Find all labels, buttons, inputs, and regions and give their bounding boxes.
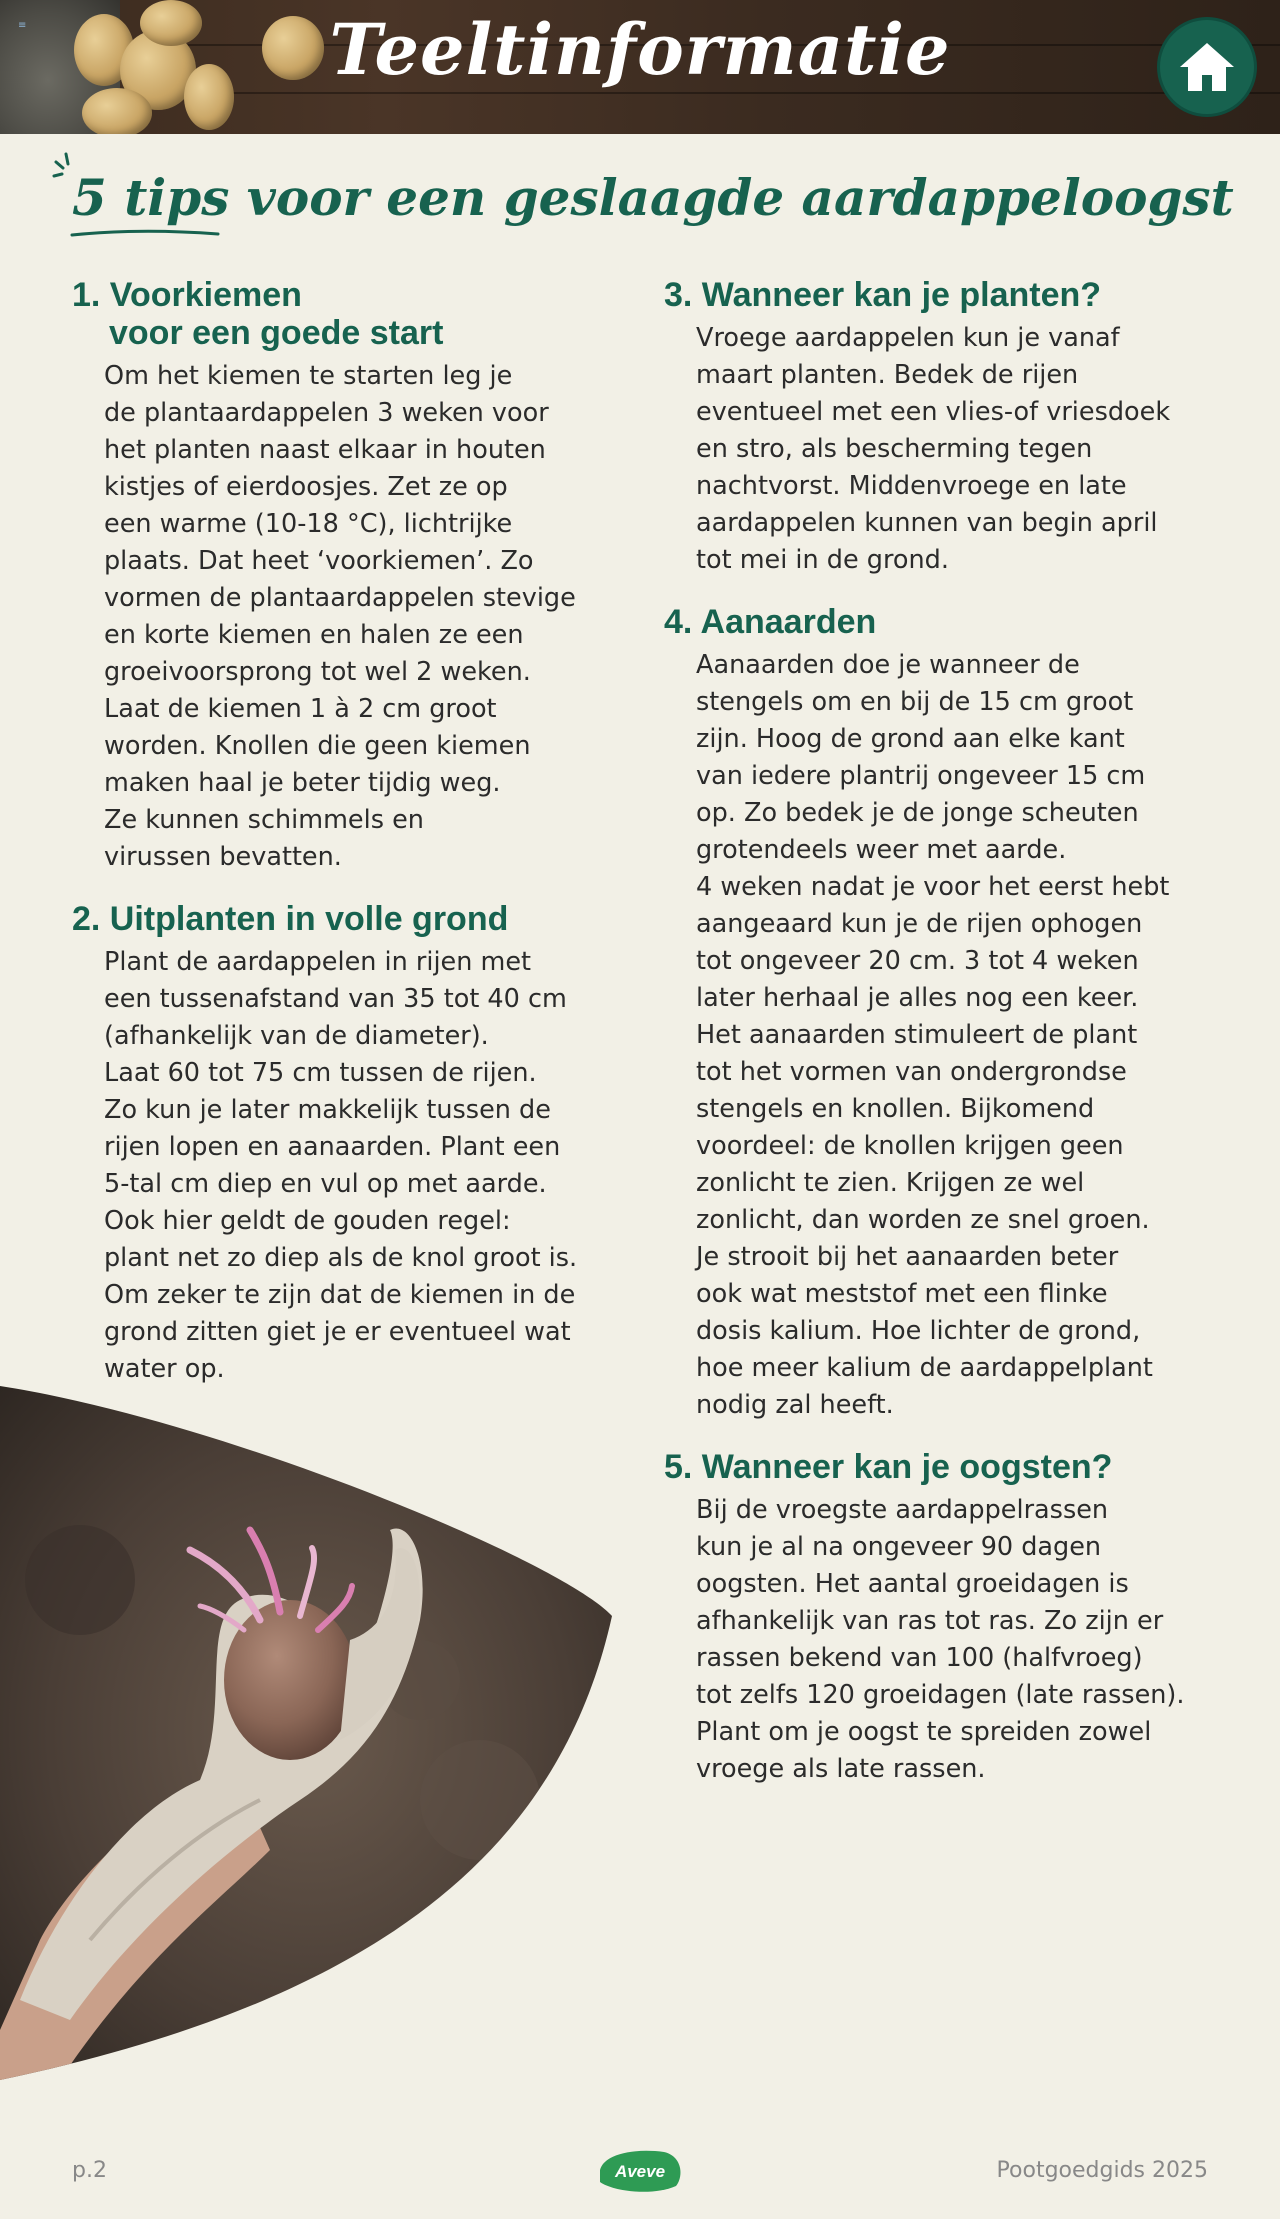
brand-label: Aveve [614,2162,666,2181]
section-body: Vroege aardappelen kun je vanaf maart planten. Bedek de rijen eventueel met een vlies-of vriesdoek en stro, als bescherming tegen nachtvorst. Middenvroege en late aardappelen kunnen van begin april tot mei in de grond. [696,323,1171,575]
section-heading: 4. Aanaarden [664,603,877,641]
tip-section-1 [72,276,632,876]
section-body: Aanaarden doe je wanneer de stengels om en bij de 15 cm groot zijn. Hoog de grond aan elke kant van iedere plantrij ongeveer 15 cm op. Zo bedek je de jonge scheuten grotendeels weer met aarde. 4 weken nadat je voor het eerst hebt aangeaard kun je de rijen ophogen tot ongeveer 20 cm. 3 tot 4 weken later herhaal je alles nog een keer. Het aanaarden stimuleert de plant tot het vormen van ondergrondse stengels en knollen. Bijkomend voordeel: de knollen krijgen geen zonlicht te zien. Krijgen ze wel zonlicht, dan worden ze snel groen. Je strooit bij het aanaarden beter ook wat meststof met een flinke dosis kalium. Hoe lichter de grond, hoe meer kalium de aardappelplant nodig zal heeft. [696,650,1170,1420]
menu-icon[interactable]: ≡ [18,20,27,31]
page-number: p.2 [72,2158,107,2183]
aveve-logo [594,2146,686,2194]
title-underline [70,226,220,240]
section-heading: 2. Uitplanten in volle grond [72,900,509,938]
banner-title: Teeltinformatie [329,8,951,91]
tip-section-2 [72,900,632,1388]
section-body: Om het kiemen te starten leg je de plantaardappelen 3 weken voor het planten naast elkaar in houten kistjes of eierdoosjes. Zet ze op een warme (10-18 °C), lichtrijke plaats. Dat heet ‘voorkiemen’. Zo vormen de plantaardappelen stevige en korte kiemen en halen ze een groeivoorsprong tot wel 2 weken. Laat de kiemen 1 à 2 cm groot worden. Knollen die geen kiemen maken haal je beter tijdig weg. Ze kunnen schimmels en virussen bevatten. [104,361,576,872]
gloved-hand-potato-photo [0,1380,620,2080]
section-heading [72,276,632,352]
tip-section-3 [664,276,1234,579]
section-heading-line-2: voor een goede start [109,314,444,352]
header-banner [0,0,1280,134]
section-heading: 5. Wanneer kan je oogsten? [664,1448,1113,1486]
potato-decoration [82,88,152,134]
guide-title: Pootgoedgids 2025 [996,2158,1208,2183]
section-heading: 3. Wanneer kan je planten? [664,276,1102,314]
home-button[interactable] [1157,17,1257,117]
section-body: Plant de aardappelen in rijen met een tussenafstand van 35 tot 40 cm (afhankelijk van de diameter). Laat 60 tot 75 cm tussen de rijen. Zo kun je later makkelijk tussen de rijen lopen en aanaarden. Plant een 5-tal cm diep en vul op met aarde. Ook hier geldt de gouden regel: plant net zo diep als de knol groot is. Om zeker te zijn dat de kiemen in de grond zitten giet je er eventueel wat water op. [104,947,578,1384]
section-heading-line-1: 1. Voorkiemen [72,276,302,314]
section-body: Bij de vroegste aardappelrassen kun je al na ongeveer 90 dagen oogsten. Het aantal groeidagen is afhankelijk van ras tot ras. Zo zijn er rassen bekend van 100 (halfvroeg) tot zelfs 120 groeidagen (late rassen). Plant om je oogst te spreiden zowel vroege als late rassen. [696,1495,1185,1784]
tip-section-5 [664,1448,1234,1788]
page-title: 5 tips voor een geslaagde aardappeloogst [72,168,1234,227]
home-icon [1176,39,1238,95]
tip-section-4 [664,603,1234,1424]
